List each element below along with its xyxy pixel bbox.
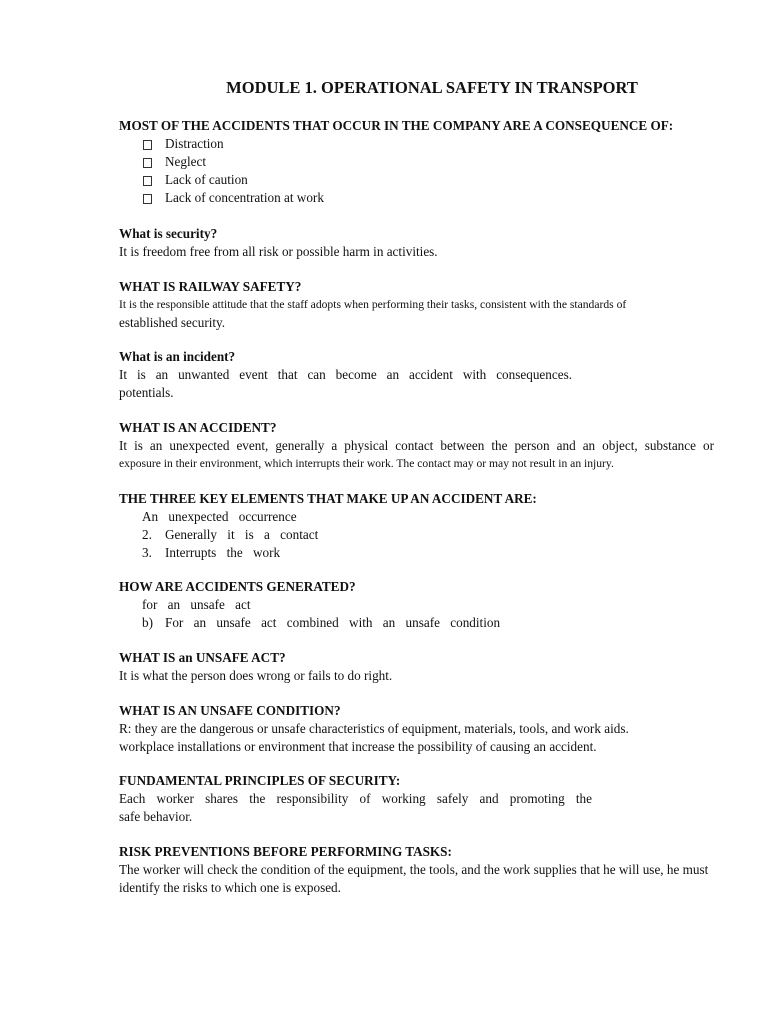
section-accident-causes	[119, 117, 744, 207]
body-text: It is freedom free from all risk or possible harm in activities.	[119, 244, 438, 259]
page-title: MODULE 1. OPERATIONAL SAFETY IN TRANSPORT	[226, 78, 638, 97]
section-key-elements	[119, 490, 744, 562]
body-text: Each worker shares the responsibility of working safely and promoting the	[119, 791, 592, 806]
section-unsafe-condition	[119, 702, 744, 756]
checkbox-bullet-icon	[143, 194, 152, 204]
body-text: potentials.	[119, 385, 174, 400]
body-text: R: they are the dangerous or unsafe characteristics of equipment, materials, tools, and work aids.	[119, 721, 629, 736]
section-incident	[119, 348, 744, 402]
section-heading: WHAT IS AN UNSAFE CONDITION?	[119, 703, 341, 718]
section-heading: RISK PREVENTIONS BEFORE PERFORMING TASKS:	[119, 844, 452, 859]
section-heading: What is security?	[119, 226, 218, 241]
body-text: The worker will check the condition of the equipment, the tools, and the work supplies that he will use, he must	[119, 862, 709, 877]
list-item: 3. Interrupts the work	[142, 545, 281, 560]
list-item: b) For an unsafe act combined with an unsafe condition	[142, 615, 501, 630]
section-heading: What is an incident?	[119, 349, 236, 364]
section-heading: WHAT IS RAILWAY SAFETY?	[119, 279, 302, 294]
section-accident	[119, 419, 744, 473]
section-heading: MOST OF THE ACCIDENTS THAT OCCUR IN THE COMPANY ARE A CONSEQUENCE OF:	[119, 118, 674, 133]
body-text: safe behavior.	[119, 809, 193, 824]
section-unsafe-act	[119, 649, 744, 685]
section-railway-safety	[119, 278, 744, 332]
list-item: An unexpected occurrence	[142, 509, 297, 524]
section-risk-preventions	[119, 843, 744, 897]
section-fundamental-principles	[119, 772, 744, 826]
list-item: 2. Generally it is a contact	[142, 527, 319, 542]
list-item: Lack of caution	[119, 171, 744, 189]
list-item: for an unsafe act	[142, 597, 251, 612]
list-item: Neglect	[119, 153, 744, 171]
section-heading: WHAT IS AN ACCIDENT?	[119, 420, 277, 435]
section-security	[119, 225, 744, 261]
body-text: It is an unwanted event that can become an accident with consequences.	[119, 367, 572, 382]
body-text: It is the responsible attitude that the staff adopts when performing their tasks, consistent with the standards of	[119, 298, 627, 311]
checkbox-bullet-icon	[143, 140, 152, 150]
body-text: workplace installations or environment that increase the possibility of causing an accident.	[119, 739, 597, 754]
list-item: Distraction	[119, 135, 744, 153]
body-text: exposure in their environment, which interrupts their work. The contact may or may not result in an injury.	[119, 457, 614, 470]
checkbox-bullet-icon	[143, 176, 152, 186]
section-accidents-generated	[119, 578, 744, 632]
checkbox-bullet-icon	[143, 158, 152, 168]
body-text: identify the risks to which one is exposed.	[119, 880, 341, 895]
section-heading: THE THREE KEY ELEMENTS THAT MAKE UP AN ACCIDENT ARE:	[119, 491, 537, 506]
body-text: established security.	[119, 315, 226, 330]
section-heading: FUNDAMENTAL PRINCIPLES OF SECURITY:	[119, 773, 401, 788]
list-item: Lack of concentration at work	[119, 189, 744, 207]
section-heading: HOW ARE ACCIDENTS GENERATED?	[119, 579, 356, 594]
body-text: It is an unexpected event, generally a physical contact between the person and an object, substance or	[119, 438, 714, 453]
section-heading: WHAT IS an UNSAFE ACT?	[119, 650, 286, 665]
body-text: It is what the person does wrong or fails to do right.	[119, 668, 393, 683]
